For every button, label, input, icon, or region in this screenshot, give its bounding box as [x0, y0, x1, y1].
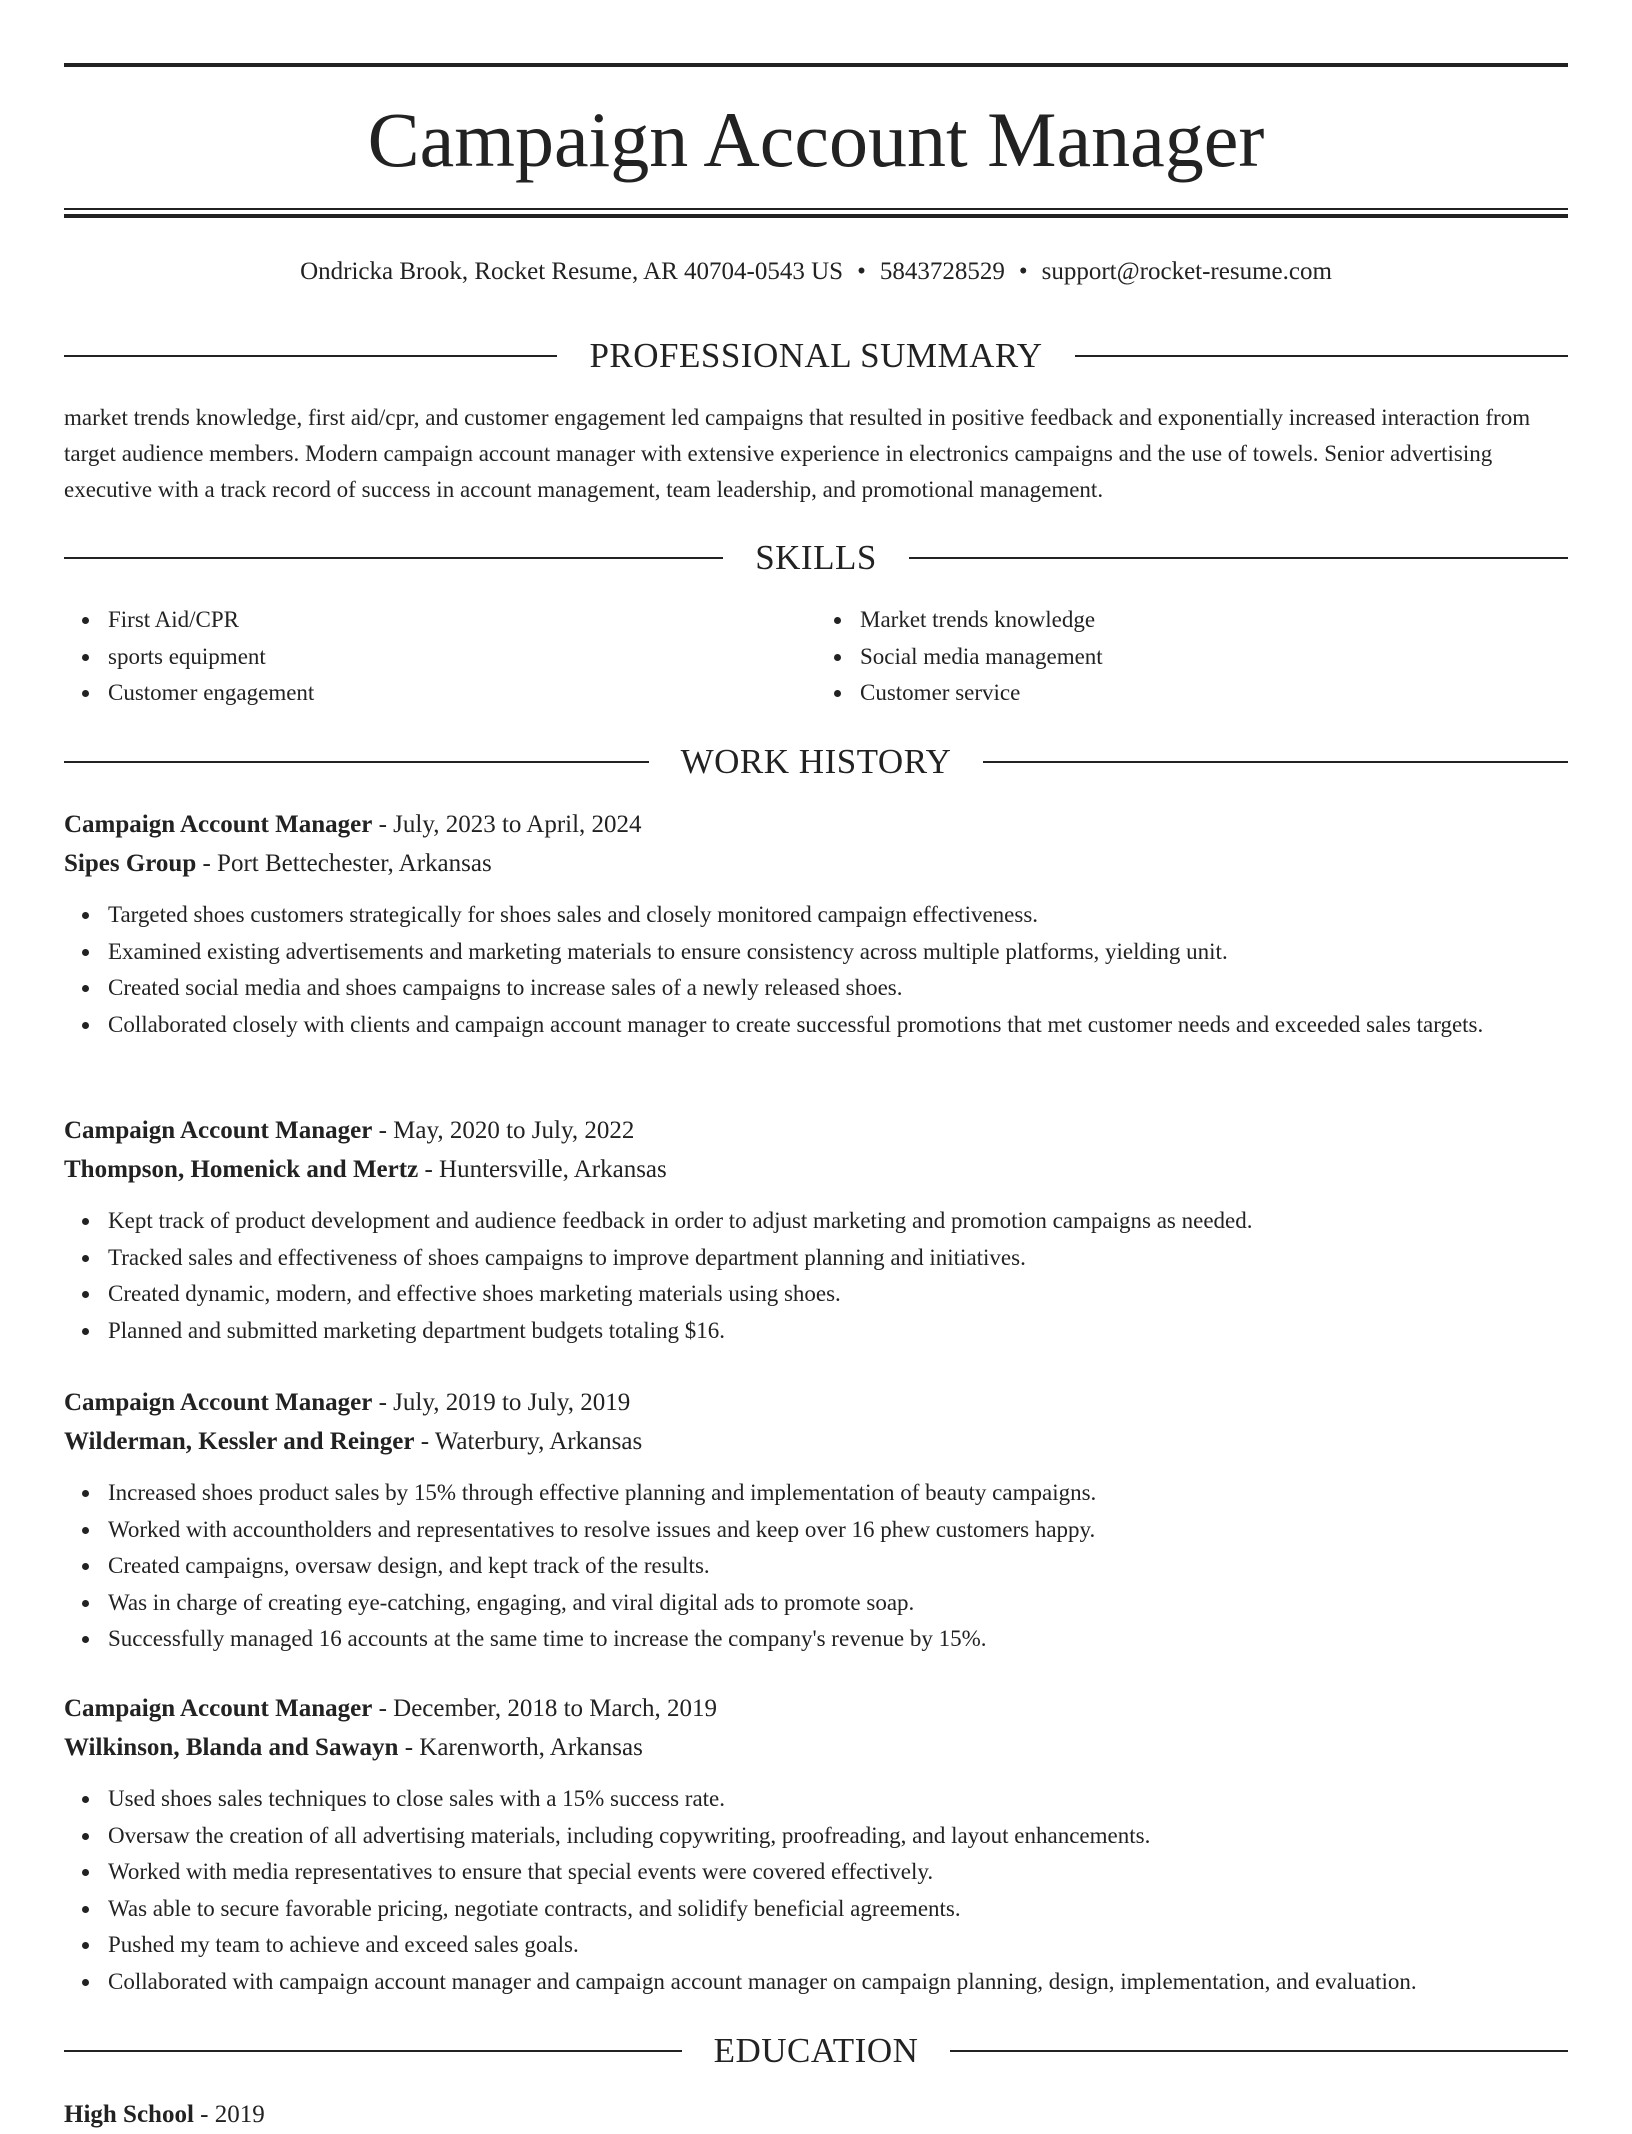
heading-rule [950, 2050, 1568, 2052]
contact-separator: • [857, 258, 866, 285]
list-item: Targeted shoes customers strategically for shoes sales and closely monitored campaign effectiveness. [108, 897, 1568, 934]
page-title: Campaign Account Manager [367, 96, 1265, 183]
contact-line [64, 254, 1568, 290]
list-item: Used shoes sales techniques to close sales with a 15% success rate. [108, 1781, 1568, 1818]
section-heading-skills [64, 536, 1568, 580]
list-item: Was in charge of creating eye-catching, engaging, and viral digital ads to promote soap. [108, 1585, 1568, 1622]
skills-column-right [816, 602, 1568, 712]
skill-item: Customer engagement [108, 675, 816, 712]
contact-separator: • [1018, 258, 1028, 285]
section-label: PROFESSIONAL SUMMARY [589, 336, 1043, 375]
top-rule [64, 63, 1568, 67]
list-item: Kept track of product development and audience feedback in order to adjust marketing and promotion campaigns as needed. [108, 1203, 1568, 1240]
section-heading-work [64, 740, 1568, 784]
job-location: - Waterbury, Arkansas [414, 1428, 643, 1455]
section-label: SKILLS [755, 538, 877, 577]
job-role: Campaign Account Manager [64, 1389, 373, 1416]
list-item: Oversaw the creation of all advertising materials, including copywriting, proofreading, and layout enhancements. [108, 1818, 1568, 1855]
list-item: Examined existing advertisements and marketing materials to ensure consistency across multiple platforms, yielding unit. [108, 934, 1568, 971]
list-item: Tracked sales and effectiveness of shoes campaigns to improve department planning and initiatives. [108, 1240, 1568, 1277]
skill-item: First Aid/CPR [108, 602, 816, 639]
skill-item: Customer service [860, 675, 1568, 712]
contact-email: support@rocket-resume.com [1041, 258, 1332, 285]
job-company: Wilderman, Kessler and Reinger [64, 1428, 415, 1455]
job-bullets [64, 1203, 1568, 1349]
list-item: Planned and submitted marketing department budgets totaling $16. [108, 1313, 1568, 1350]
section-label: WORK HISTORY [680, 742, 952, 781]
skill-item: Market trends knowledge [860, 602, 1568, 639]
job-entry [64, 1689, 1568, 2000]
contact-address: Ondricka Brook, Rocket Resume, AR 40704-0543 US [300, 258, 844, 285]
job-location: - Huntersville, Arkansas [418, 1156, 667, 1183]
job-company: Wilkinson, Blanda and Sawayn [64, 1734, 399, 1761]
list-item: Collaborated with campaign account manager and campaign account manager on campaign planning, design, implementation, and evaluation. [108, 1964, 1568, 2001]
list-item: Created social media and shoes campaigns to increase sales of a newly released shoes. [108, 970, 1568, 1007]
job-role: Campaign Account Manager [64, 1117, 373, 1144]
contact-phone: 5843728529 [879, 258, 1005, 285]
job-dates: - July, 2019 to July, 2019 [372, 1389, 631, 1416]
job-bullets [64, 1781, 1568, 2000]
list-item: Successfully managed 16 accounts at the same time to increase the company's revenue by 15%. [108, 1621, 1568, 1658]
job-dates: - May, 2020 to July, 2022 [372, 1117, 635, 1144]
professional-summary: market trends knowledge, first aid/cpr, and customer engagement led campaigns that resulted in positive feedback and exponentially increased interaction from target audience members. Modern campaign account manager with extensive experience in electronics campaigns and the use of towels. Senior advertising executive with a track record of success in account management, team leadership, and promotional management. [64, 405, 1531, 502]
list-item: Collaborated closely with clients and campaign account manager to create successful promotions that met customer needs and exceeded sales targets. [108, 1007, 1568, 1044]
job-entry [64, 1111, 1568, 1349]
skill-item: Social media management [860, 639, 1568, 676]
list-item: Was able to secure favorable pricing, negotiate contracts, and solidify beneficial agreements. [108, 1891, 1568, 1928]
section-heading-education [64, 2029, 1568, 2073]
section-heading-summary [64, 334, 1568, 378]
education-year: - 2019 [193, 2101, 265, 2128]
list-item: Increased shoes product sales by 15% through effective planning and implementation of beauty campaigns. [108, 1475, 1568, 1512]
education-entry [64, 2095, 265, 2134]
list-item: Worked with accountholders and representatives to resolve issues and keep over 16 phew customers happy. [108, 1512, 1568, 1549]
title-double-rule [64, 208, 1568, 218]
job-location: - Port Bettechester, Arkansas [196, 850, 492, 877]
job-location: - Karenworth, Arkansas [398, 1734, 643, 1761]
job-entry [64, 1383, 1568, 1658]
heading-rule [909, 557, 1568, 559]
job-bullets [64, 1475, 1568, 1658]
list-item: Created campaigns, oversaw design, and kept track of the results. [108, 1548, 1568, 1585]
heading-rule [64, 355, 557, 357]
job-company: Thompson, Homenick and Mertz [64, 1156, 419, 1183]
job-dates: - July, 2023 to April, 2024 [372, 811, 642, 838]
job-role: Campaign Account Manager [64, 1695, 373, 1722]
skills-list [64, 602, 1568, 712]
list-item: Pushed my team to achieve and exceed sales goals. [108, 1927, 1568, 1964]
list-item: Created dynamic, modern, and effective shoes marketing materials using shoes. [108, 1276, 1568, 1313]
heading-rule [64, 2050, 682, 2052]
section-label: EDUCATION [713, 2031, 919, 2070]
list-item: Worked with media representatives to ensure that special events were covered effectively. [108, 1854, 1568, 1891]
job-dates: - December, 2018 to March, 2019 [372, 1695, 718, 1722]
skills-column-left [64, 602, 816, 712]
heading-rule [1075, 355, 1568, 357]
job-company: Sipes Group [64, 850, 197, 877]
skill-item: sports equipment [108, 639, 816, 676]
heading-rule [64, 557, 723, 559]
job-role: Campaign Account Manager [64, 811, 373, 838]
heading-rule [64, 761, 649, 763]
education-school: High School [64, 2101, 194, 2128]
job-bullets [64, 897, 1568, 1043]
heading-rule [983, 761, 1568, 763]
job-entry [64, 805, 1568, 1043]
